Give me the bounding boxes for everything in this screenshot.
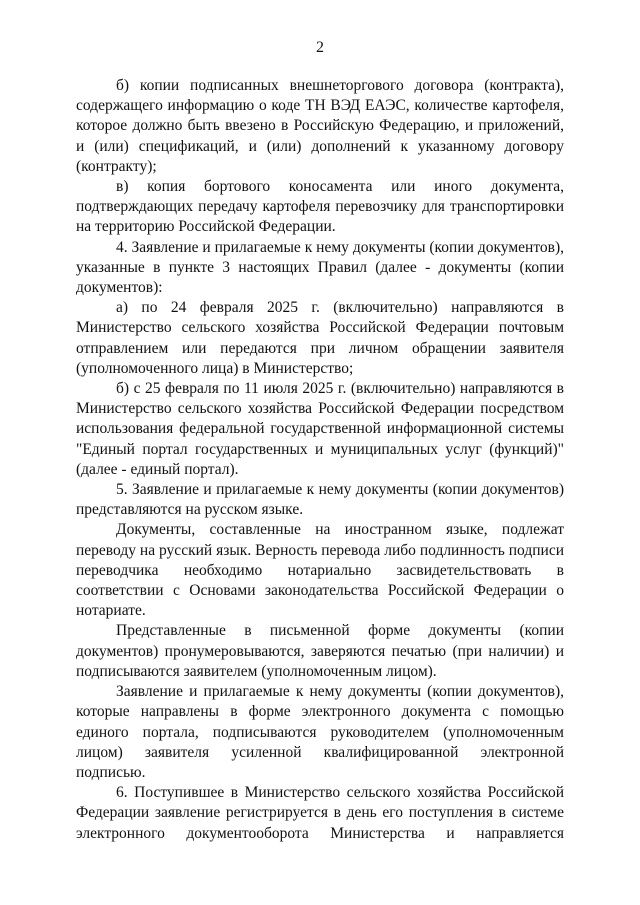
paragraph-3c: в) копия бортового коносамента или иного документа, подтверждающих передачу картофеля перевозчику для транспортировки на территорию Российской Федерации. [76,178,564,236]
paragraph-6: 6. Поступившее в Министерство сельского хозяйства Российской Федерации заявление регистрируется в день его поступления в системе электронного документооборота Министерства и направляется [76,784,564,842]
page-number: 2 [316,39,324,56]
paragraph-5-electronic-documents: Заявление и прилагаемые к нему документы (копии документов), которые направлены в форме электронного документа с помощью единого портала, подписываются руководителем (уполномоченным лицом) заявителя усиленной квалифицированной электронной подписью. [76,683,564,781]
paragraph-5-paper-documents: Представленные в письменной форме документы (копии документов) пронумеровываются, заверяются печатью (при наличии) и подписываются заявителем (уполномоченным лицом). [76,622,564,680]
paragraph-3b: б) копии подписанных внешнеторгового договора (контракта), содержащего информацию о коде ТН ВЭД ЕАЭС, количестве картофеля, которое должно быть ввезено в Российскую Федерацию, и приложений, и (или) спецификаций, и (или) дополнений к указанному договору (контракту); [76,77,564,175]
paragraph-4a: а) по 24 февраля 2025 г. (включительно) направляются в Министерство сельского хозяйства Российской Федерации почтовым отправлением или передаются при личном обращении заявителя (уполномоченного лица) в Министерство; [76,299,564,377]
paragraph-4: 4. Заявление и прилагаемые к нему документы (копии документов), указанные в пункте 3 настоящих Правил (далее - документы (копии документов): [76,238,564,297]
paragraph-5-foreign-language: Документы, составленные на иностранном языке, подлежат переводу на русский язык. Верность перевода либо подлинность подписи переводчика необходимо нотариально засвидетельствовать в соответствии с Основами законодательства Российской Федерации о нотариате. [76,521,564,620]
document-body [76,76,564,844]
paragraph-4b: б) с 25 февраля по 11 июля 2025 г. (включительно) направляются в Министерство сельского хозяйства Российской Федерации посредством использования федеральной государственной информационной системы "Единый портал государственных и муниципальных услуг (функций)" (далее - единый портал). [76,380,564,478]
paragraph-5: 5. Заявление и прилагаемые к нему документы (копии документов) представляются на русском языке. [76,481,564,519]
